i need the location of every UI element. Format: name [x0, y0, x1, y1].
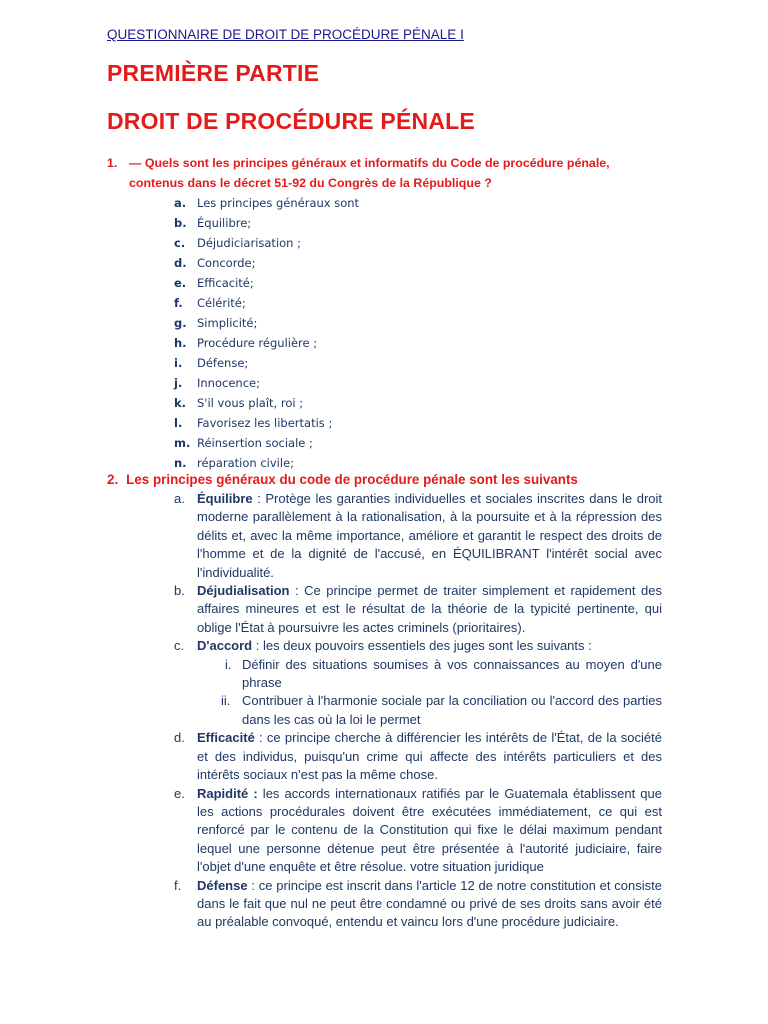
sub-list-item	[197, 656, 662, 693]
list-item	[174, 490, 662, 582]
list-marker: m.	[174, 436, 191, 450]
question-text: Les principes généraux du code de procédure pénale sont les suivants	[126, 472, 578, 487]
list-item	[174, 413, 359, 433]
sub-list-text: Contribuer à l'harmonie sociale par la conciliation ou l'accord des parties dans les cas où la loi le permet	[242, 693, 662, 727]
sub-list-text: Définir des situations soumises à vos connaissances au moyen d'une phrase	[242, 656, 662, 691]
list-item	[174, 433, 359, 453]
list-marker: a.	[174, 196, 187, 210]
list-item-text: Célérité;	[197, 296, 246, 310]
principles-detail-list	[174, 490, 662, 932]
list-marker: n.	[174, 456, 187, 470]
principles-list	[174, 193, 359, 473]
list-item-text: Innocence;	[197, 376, 260, 390]
principle-term: Déjudialisation	[197, 583, 290, 599]
list-item	[174, 453, 359, 473]
list-marker: k.	[174, 396, 187, 410]
list-item	[174, 273, 359, 293]
list-item	[174, 213, 359, 233]
principle-term: Rapidité :	[197, 785, 258, 801]
list-item	[174, 353, 359, 373]
principle-description: les accords internationaux ratifiés par le Guatemala établissent que les actions procédurales doivent être exécutées immédiatement, ce qui est renforcé par le contenu de la Constitution qui fixe le délai maximum pendant lequel une personne détenue peut être présentée à l'autorité judiciaire, faire l'objet d'une enquête et être résolue. votre situation juridique	[197, 785, 662, 875]
question-2	[107, 472, 578, 487]
list-item-text: Favorisez les libertatis ;	[197, 416, 333, 430]
list-item	[174, 877, 662, 932]
list-item	[174, 373, 359, 393]
principle-description: : ce principe est inscrit dans l'article 12 de notre constitution et consiste dans le fait que nul ne peut être condamné ou privé de ses droits sans avoir été au préalable convoqué, entendu et vaincu lors d'une procédure judiciaire.	[197, 877, 662, 930]
document-header: QUESTIONNAIRE DE DROIT DE PROCÉDURE PÉNALE I	[107, 27, 464, 42]
question-1	[107, 153, 667, 193]
list-marker: e.	[174, 276, 187, 290]
list-marker: a.	[174, 491, 185, 506]
list-item-text: Simplicité;	[197, 316, 258, 330]
part-title: PREMIÈRE PARTIE	[107, 60, 320, 86]
list-item-text: Équilibre;	[197, 216, 252, 230]
list-item	[174, 193, 359, 213]
list-marker: e.	[174, 785, 185, 801]
principle-description: : Protège les garanties individuelles et sociales inscrites dans le droit moderne parallèlement à la rationalisation, à la poursuite et à la répression des délits et, avec la même importance, améliore et garantit le respect des droits de l'homme et de la dignité de l'accusé, en ÉQUILIBRANT l'intérêt social avec l'individualité.	[197, 491, 662, 580]
list-item	[174, 582, 662, 637]
list-item-text: Déjudiciarisation ;	[197, 236, 301, 250]
list-item-text: Réinsertion sociale ;	[197, 436, 313, 450]
list-item	[174, 253, 359, 273]
principle-term: Efficacité	[197, 730, 255, 746]
principle-description: : Ce principe permet de traiter simplement et rapidement des affaires mineures et est le résultat de la théorie de la typicité pertinente, qui oblige l'État à poursuivre les actes criminels (prioritaires).	[197, 583, 662, 635]
list-marker: i.	[174, 356, 183, 370]
section-title: DROIT DE PROCÉDURE PÉNALE	[107, 108, 475, 134]
list-marker: j.	[174, 376, 183, 390]
sub-list-item	[197, 692, 662, 729]
sub-list-marker: ii.	[221, 693, 231, 709]
sub-list	[197, 656, 662, 730]
list-marker: d.	[174, 730, 185, 746]
list-item	[174, 233, 359, 253]
list-item	[174, 393, 359, 413]
list-marker: g.	[174, 316, 187, 330]
list-item-text: Les principes généraux sont	[197, 196, 360, 210]
list-marker: l.	[174, 416, 183, 430]
list-item	[174, 313, 359, 333]
principle-term: Équilibre	[197, 491, 253, 506]
list-marker: c.	[174, 638, 185, 654]
principle-description: : ce principe cherche à différencier les intérêts de l'État, de la société et des individus, puisqu'un crime qui affecte des intérêts particuliers et des intérêts sociaux n'est pas la même chose.	[197, 730, 662, 783]
list-item-text: Défense;	[197, 356, 249, 370]
list-item	[174, 333, 359, 353]
list-item-text: Concorde;	[197, 256, 256, 270]
question-number: 1.	[107, 156, 118, 170]
list-item-text: réparation civile;	[197, 456, 295, 470]
principle-description: : les deux pouvoirs essentiels des juges sont les suivants :	[252, 638, 592, 654]
list-item-text: Efficacité;	[197, 276, 254, 290]
list-item-text: Procédure régulière ;	[197, 336, 318, 350]
list-marker: b.	[174, 583, 185, 599]
list-item	[174, 293, 359, 313]
list-marker: f.	[174, 296, 183, 310]
list-marker: d.	[174, 256, 187, 270]
list-item	[174, 729, 662, 784]
list-marker: c.	[174, 236, 186, 250]
list-item	[174, 637, 662, 729]
list-marker: b.	[174, 216, 187, 230]
sub-list-marker: i.	[225, 656, 232, 672]
list-item	[174, 785, 662, 877]
list-marker: h.	[174, 336, 187, 350]
principle-term: D'accord	[197, 638, 253, 654]
list-item-text: S'il vous plaît, roi ;	[197, 396, 304, 410]
question-text: — Quels sont les principes généraux et informatifs du Code de procédure pénale, contenus dans le décret 51-92 du Congrès de la République ?	[129, 156, 610, 190]
question-number: 2.	[107, 472, 119, 487]
principle-term: Défense	[197, 877, 248, 893]
list-marker: f.	[174, 877, 182, 893]
